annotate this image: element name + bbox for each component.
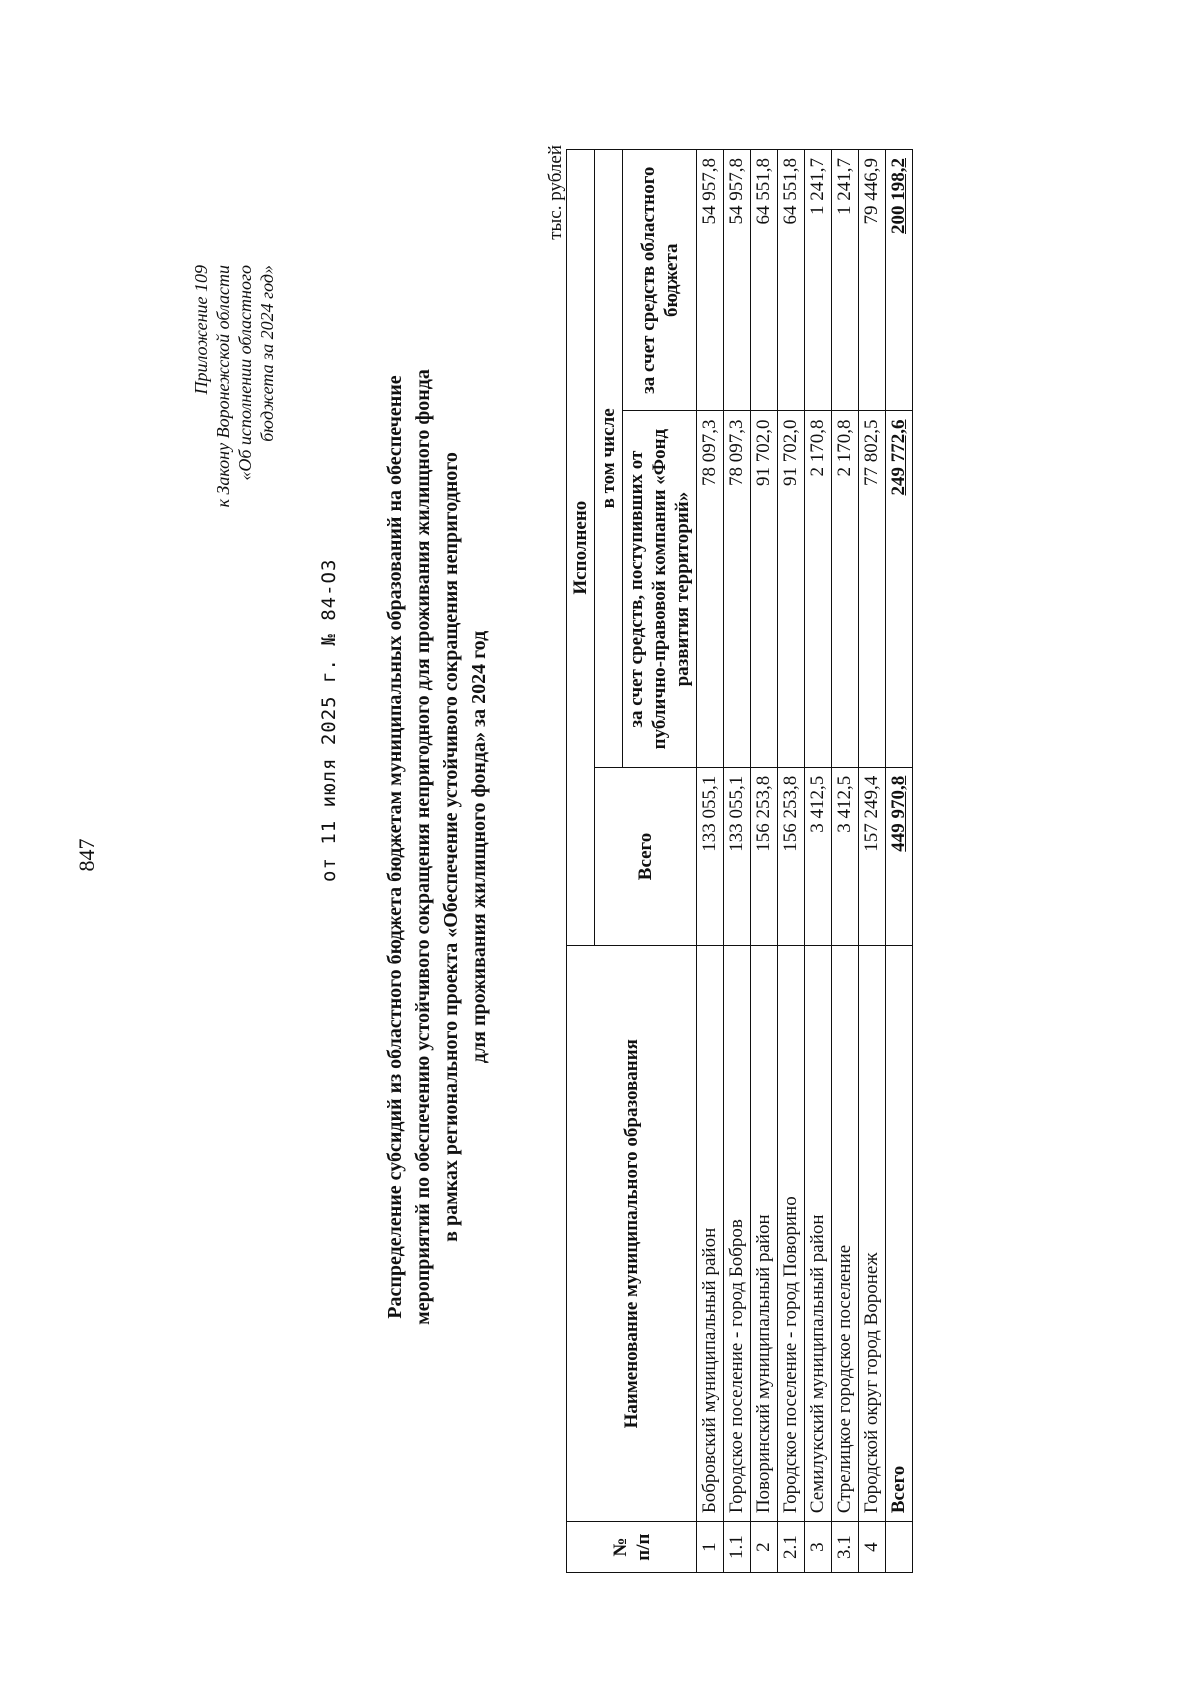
table-row xyxy=(724,150,751,1573)
title-line: мероприятий по обеспечению устойчивого сокращения непригодного для проживания жилищного фонда xyxy=(412,369,434,1325)
municipality-name: Городское поселение - город Поворино xyxy=(778,946,805,1522)
total-value: 157 249,4 xyxy=(859,767,886,946)
total-value: 133 055,1 xyxy=(724,767,751,946)
regional-value: 54 957,8 xyxy=(724,150,751,412)
fund-value: 2 170,8 xyxy=(805,411,832,767)
regional-value: 79 446,9 xyxy=(859,150,886,412)
document-title xyxy=(381,257,493,1437)
law-date-stamp: от 11 июля 2025 г. № 84-ОЗ xyxy=(318,558,340,882)
municipality-name: Поворинский муниципальный район xyxy=(751,946,778,1522)
municipality-name: Семилукский муниципальный район xyxy=(805,946,832,1522)
total-value: 3 412,5 xyxy=(832,767,859,946)
grand-total-value: 449 970,8 xyxy=(886,767,913,946)
table-row xyxy=(697,150,724,1573)
appendix-line: «Об исполнении областного xyxy=(235,265,255,481)
header-including: в том числе xyxy=(595,150,623,768)
header-fund: за счет средств, поступивших от публично-правовой компании «Фонд развития территорий» xyxy=(623,411,697,767)
table-row xyxy=(778,150,805,1573)
header-name: Наименование муниципального образования xyxy=(567,946,697,1522)
grand-regional-value: 200 198,2 xyxy=(886,150,913,412)
fund-value: 91 702,0 xyxy=(778,411,805,767)
table-row xyxy=(832,150,859,1573)
total-value: 3 412,5 xyxy=(805,767,832,946)
fund-value: 2 170,8 xyxy=(832,411,859,767)
municipality-name: Городское поселение - город Бобров xyxy=(724,946,751,1522)
header-total: Всего xyxy=(595,767,697,946)
subsidy-table xyxy=(566,149,913,1573)
row-number: 2.1 xyxy=(778,1522,805,1573)
table-row xyxy=(859,150,886,1573)
header-regional: за счет средств областного бюджета xyxy=(623,150,697,412)
appendix-line: к Закону Воронежской области xyxy=(213,265,233,508)
municipality-name: Стрелицкое городское поселение xyxy=(832,946,859,1522)
title-line: Распределение субсидий из областного бюджета бюджетам муниципальных образований на обеспечение xyxy=(384,375,406,1319)
fund-value: 77 802,5 xyxy=(859,411,886,767)
row-number: 2 xyxy=(751,1522,778,1573)
municipality-name: Бобровский муниципальный район xyxy=(697,946,724,1522)
row-number: 3 xyxy=(805,1522,832,1573)
row-number: 1 xyxy=(697,1522,724,1573)
table-row xyxy=(805,150,832,1573)
page-number: 847 xyxy=(74,838,99,872)
regional-value: 1 241,7 xyxy=(805,150,832,412)
total-value: 156 253,8 xyxy=(778,767,805,946)
title-line: для проживания жилищного фонда» за 2024 год xyxy=(468,630,490,1064)
appendix-line: бюджета за 2024 год» xyxy=(257,265,277,442)
appendix-note xyxy=(190,265,278,507)
fund-value: 91 702,0 xyxy=(751,411,778,767)
municipality-name: Городской округ город Воронеж xyxy=(859,946,886,1522)
appendix-line: Приложение 109 xyxy=(191,265,211,395)
title-line: в рамках регионального проекта «Обеспечение устойчивого сокращения непригодного xyxy=(440,452,462,1242)
row-number: 1.1 xyxy=(724,1522,751,1573)
row-number xyxy=(886,1522,913,1573)
header-num: № п/п xyxy=(567,1522,697,1573)
total-value: 133 055,1 xyxy=(697,767,724,946)
fund-value: 78 097,3 xyxy=(697,411,724,767)
total-value: 156 253,8 xyxy=(751,767,778,946)
table-row xyxy=(751,150,778,1573)
row-number: 3.1 xyxy=(832,1522,859,1573)
fund-value: 78 097,3 xyxy=(724,411,751,767)
regional-value: 64 551,8 xyxy=(751,150,778,412)
total-row xyxy=(886,150,913,1573)
total-label: Всего xyxy=(886,946,913,1522)
regional-value: 1 241,7 xyxy=(832,150,859,412)
regional-value: 64 551,8 xyxy=(778,150,805,412)
units-label: тыс. рублей xyxy=(545,145,566,240)
header-executed: Исполнено xyxy=(567,150,595,946)
regional-value: 54 957,8 xyxy=(697,150,724,412)
row-number: 4 xyxy=(859,1522,886,1573)
grand-fund-value: 249 772,6 xyxy=(886,411,913,767)
